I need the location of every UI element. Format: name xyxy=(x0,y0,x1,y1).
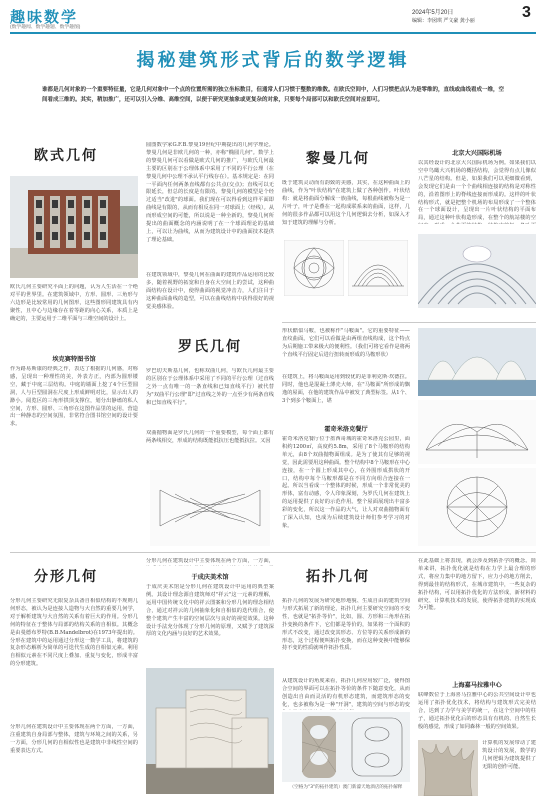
headline: 揭秘建筑形式背后的数学逻辑 xyxy=(136,50,410,71)
hyperbolic-shell-icon xyxy=(418,400,536,464)
euclid-text: 欧氏几何主要研究平面上的问题，认为人生活在一个绝对平的世界里。在建筑领域中，方形、圆形、三角形与六边形是比较常用的几何图形，这些图形同建筑具有内聚性，且中心与边缘存在着等距的向心关系，本质上是确定的，主要运用于二维平面与三维空间的设计上。 xyxy=(10,284,138,322)
himalaya-photo xyxy=(418,740,478,796)
editors-line: 编辑：李囡琪 严文豪 龚小丽 xyxy=(412,18,475,24)
rossler-text-4: 在建筑上，将马鞍面运用到较优的是菲利克斯·坎德拉。同时，他也是混凝土薄壳大师，在"马鞍面"所形成的飘逸的屋面，在他的建筑作品中被发了典型标签。从1个、3个到多个鞍面上，堪 xyxy=(282,374,410,404)
header-rule xyxy=(10,32,536,34)
lead-paragraph: 谁都是几何对象的一个重要特征量，它是几何对象中一个点的位置所需的独立坐标数目，但通常人们习惯于整数的维数。在欧氏空间中，人们习惯把点认为是零维的，直线或曲线看成一维，空间看成三维的。其实，稍加推广，还可以引入分维、高维空间，以便于研究更抽象或更复杂的对象，只要每个局部可以和欧氏空间对应即可。 xyxy=(42,87,505,103)
page-number: 3 xyxy=(522,4,531,21)
rossler-text: 罗巴切夫斯基几何，也称双曲几何，与欧氏几何最主要的区别在于公理体系中采用了不同的平行公理（过直线之外一点有唯一的一条直线和已知直线平行）被代替为"双曲平行公理"即"过直线之外的一点至少有两条直线和已知直线平行"。 xyxy=(146,368,274,406)
fractal-caption: 于成庆美术馆 xyxy=(191,574,229,581)
riemann-text-2: 以其经设计的北京大兴国际机场为例。如果我们以空中鸟瞰大兴机场的概括结构，会觉得有点儿像似八芒星的结构。但是，如果我们可以更细微看到，会发现它们是由一个个曲线相连接的结构是对称性的，沿着图形上的脊线连接而形成的。这样的叶状结构形式，就是把整个机场的布局形成了一个整体在一个球面设计，呈现出一片叶状结构的平面布局，通过这种叶状构造形成，在整个的航站楼的空 xyxy=(418,160,536,222)
fractal-text-3: 于成庆美术馆是分形几何在建筑设计中运用的典型案例。其设计理念源自建筑师对"祥云"这一元素的理解，运用中国传统文化中的祥云图案和分形几何的理念相结合，通过对祥云的几何抽象化和自相似的迭代组合，使整个建筑产生丰富的空间层次与良好的视觉效果。这种设计手法充分体现了分形几何的原理，又赋予了建筑深厚的文化内涵与良好的艺术效果。 xyxy=(146,584,274,638)
section-title: 趣味数学 xyxy=(10,9,79,26)
issue-date: 2024年5月20日 xyxy=(412,10,454,16)
airport-photo xyxy=(418,234,536,308)
section-subtitle: (数学趣闻、数学趣题、数学趣图) xyxy=(10,25,81,30)
restaurant-diagram xyxy=(418,400,536,464)
rossler-text-5: 霍奇米洛克餐厅位于墨西哥城的霍奇米洛克公园里，面积约1200㎡，高度约5.8m，采用了8个马鞍形的结构单元，由8个双曲抛物面组成。是为了使其有足够的视觉，因此需要用这种曲面。整个结构中8个马鞍形在中心连接，在一个圆上形成其中心，在外围形成拱状的开口，结构中每个马鞍形都是在不同方向组合连接在一起。所以当看成一个整体的时候，形成一个非常优美的形体，富有动感，令人印象深刻，为罗氏几何在建筑上的运用提供了良好的示范作用。整个屋面展现出丰富多彩的变化，所以这一作品的大气，让人对双曲抛物面有了深入认知，也成为后续建筑设计师们参考学习的对象。 xyxy=(282,436,410,529)
museum-building-image xyxy=(146,668,274,794)
topology-text-2: 从建筑设计的角度来看，拓扑几何应用较广泛，使得图合空间的界面可以在拓扑等价的条件下随意变化，从而创造出自由而灵活的有机形态建筑，而建筑形态的变化，也多被称为是一种"开洞"，建筑的空间与形态的变 xyxy=(282,678,410,708)
euclid-col2-text-2: 在建筑领域中，黎曼几何在曲面的建筑作品运用的比较多，随着视野的拓宽和自身在大空间上的尝试，这种曲面结构在设计中，使得曲面的视觉冲击力，人们注目于这种曲面曲线的造型，可以在曲线结构中获得很好的视觉美感体验。 xyxy=(146,272,274,310)
page-header xyxy=(10,4,536,30)
rossler-caption: 霍奇米洛克餐厅 xyxy=(324,426,368,433)
fractal-text: 分形几何主要研究无限复杂具备自相似结构的不规则几何形态，被认为是连接人造物与大自然的重要几何学，对于解析建筑与大自然的关系有着巨大的作用。分形几何的特征在于整体与局部的结构关系的自相似。其概念是由曼德布罗特(B.B.Mandelbrot)在1973年提出的。分形在建筑中的运用通过分形这一数学工具，将建筑的复杂形态解析为简单的可迭代生成的自相似元素。利用自相似元素在不同尺度上叠加、重复与变化，形成丰富的分形建筑。 xyxy=(10,598,138,668)
airport-roof-image xyxy=(418,234,536,308)
restaurant-photo xyxy=(418,328,536,396)
topology-title: 拓扑几何 xyxy=(306,569,370,585)
euclid-photo xyxy=(10,176,138,278)
euclid-text-2: 作为路易斯康的经典之作，表达了根据的几何感，对称感，呈现出一种理性的美，外表方正，内部为圆形镂空，藏于中庭三层结构。中庭的墙面上挖了4个巨型圆洞，人与巨型圆洞在尺度上形成鲜明对比，显示出人的渺小。阅览区的三角形拱顶支撑位，划分出静谧的私人空间，方形、圆形、三角形在这图作品里的运用，营造出一种静态的空间氛围，非常符合图书馆空间的设计要求。 xyxy=(10,366,138,428)
euclid-col2-text: 圆图数学家G.F.B.黎曼19世纪中期提出的几何学理论。黎曼几何是非欧几何的一种，亦称"椭圆几何"。数学上的黎曼几何可以看做是欧式几何的推广，与欧氏几何最主要的区别在于公理体系中采用了不同的平行公理（在黎曼几何中公理不承认平行线存在）。基本规定是：在同一平面内任何两条直线都有公共点(交点)；直线可以无限延长，但总的长度是有限的。黎曼几何的模型是个经过适当"改进"的球面。我们现在可以得看到这样平面即曲线是有限的，从而有相反在同一对球面上（经线）。从而形成空间的可能，所以说是一种全新的，黎曼几何所提出的曲面概念的内涵说明了在一个球面理论的基础上，可以让为曲线，从而为建筑设计中的曲面技术提供了理论基础。 xyxy=(146,142,274,243)
topology-photo xyxy=(282,712,410,782)
morpheus-hotel-image xyxy=(282,712,410,782)
rossler-text-3: 形状酷似马鞍，也被称作"马鞍面"。它的重要特征——直纹曲面。它们可以看做是由两组直线构成，这个特点为后期施工带来极大的便利性。（我们可将它看作是将两个直线平行固定后进行扭转而形成的马鞍形状） xyxy=(282,328,410,358)
saddle-surface-icon xyxy=(150,470,270,546)
topology-photo-caption: （空格为"3"的拓扑建筑）澳门新濠天地酒店的拓扑解释 xyxy=(289,785,403,790)
topology-caption: 上海嘉马拉雅中心 xyxy=(452,682,502,689)
topology-text-5: 计算机的发展带动了建筑设计的发展，数学的几何逻辑为建筑提供了无限的创作可能。 xyxy=(482,740,536,770)
riemann-title: 黎曼几何 xyxy=(306,151,370,167)
euclid-caption: 埃克赛特图书馆 xyxy=(52,356,96,363)
shell-restaurant-image xyxy=(418,328,536,396)
saddle-roof-plan-icon xyxy=(418,468,536,546)
riemann-diagram-2 xyxy=(348,240,408,296)
fractal-title: 分形几何 xyxy=(34,569,98,585)
fractal-photo xyxy=(146,668,274,794)
riemann-diagram-1 xyxy=(284,240,344,296)
riemann-text: 既于建筑灵动而有韵致的美感，其实，在这种曲面上的曲线，作为"叶状结构"在建筑上做了各种创作。叶状结构：就是将曲面分解成一族曲线，每根曲线被称为是一片叶子，叶子是叠在一起构成联系来的曲面，这样，几何的很多作品都可以用这个几何逻辑去分析，如深入才知于建筑的理解与分析。 xyxy=(282,180,410,226)
library-building-image xyxy=(10,176,138,278)
topology-text: 拓扑几何的发展为研究地形地貌、生成自由的建筑空间与形式拓展了新的理论，拓扑几何主要研究空间的不变性，也就是"拓扑等价"，比如，圆、方形和三角形在拓扑变换的条件下，它们都是等价的，如果将一个面积的形式不改变，通过改变其形态、方位等的关系形成新的形态，这个过程便叫拓扑变换，而在这种变换中能够保持不变的性质就叫作拓扑性质。 xyxy=(282,598,410,652)
fractal-text-2: 分形几何在建筑设计中主要体现在两个方面，一方面，注重建筑自身局部与整体，建筑与环境之间的关系，另一方面，分形几何的自相似性也是建筑中非线性空间的重要表达方式。 xyxy=(10,724,138,754)
rossler-title: 罗氏几何 xyxy=(178,339,242,355)
topology-text-3: 在此基础上将表现，就会涉及到拓扑学的概念。简单来讲，拓扑优化就是结构在力学上最合理的形式，将应力集中的地方留下，应力小的地方削去，得到最佳的结构形式，在城市建筑中，一些复杂的拓扑结构，可以用拓扑优化的方法形成，新材料的研究、计算机技术的发展，使得拓扑建筑的实现成为可能。 xyxy=(418,558,536,612)
saddle-diagram xyxy=(150,470,270,546)
topology-text-4: 联峰数位于上海喜马拉雅中心的公共空间设计中也运用了拓扑优化技术，将结构与建筑形式完美结合，达到了力学与美学的统一，在这个空间中的柱子，通过拓扑优化后的形态具有有机的、自然生长般的感觉，形成了如同森林一般的空间效果。 xyxy=(418,692,536,730)
euclid-title: 欧式几何 xyxy=(34,148,98,164)
leaf-structure-icon xyxy=(284,240,344,296)
topology-column-image xyxy=(418,740,478,796)
mid-rule xyxy=(10,552,536,553)
riemann-caption: 北京大兴国际机场 xyxy=(452,150,502,157)
rossler-text-2: 双曲抛物面是罗氏几何的一个重要模型，每个面上都有两条线相交，形成的结构既能抵抗压也能抵抗拉。又因 xyxy=(146,430,274,444)
fractal-col2-intro: 分形几何在建筑设计中主要体现在两个方面，一方面， xyxy=(146,558,274,564)
top-right-rule xyxy=(282,322,536,323)
restaurant-diagram-2 xyxy=(418,468,536,546)
curved-surface-icon xyxy=(348,240,408,296)
